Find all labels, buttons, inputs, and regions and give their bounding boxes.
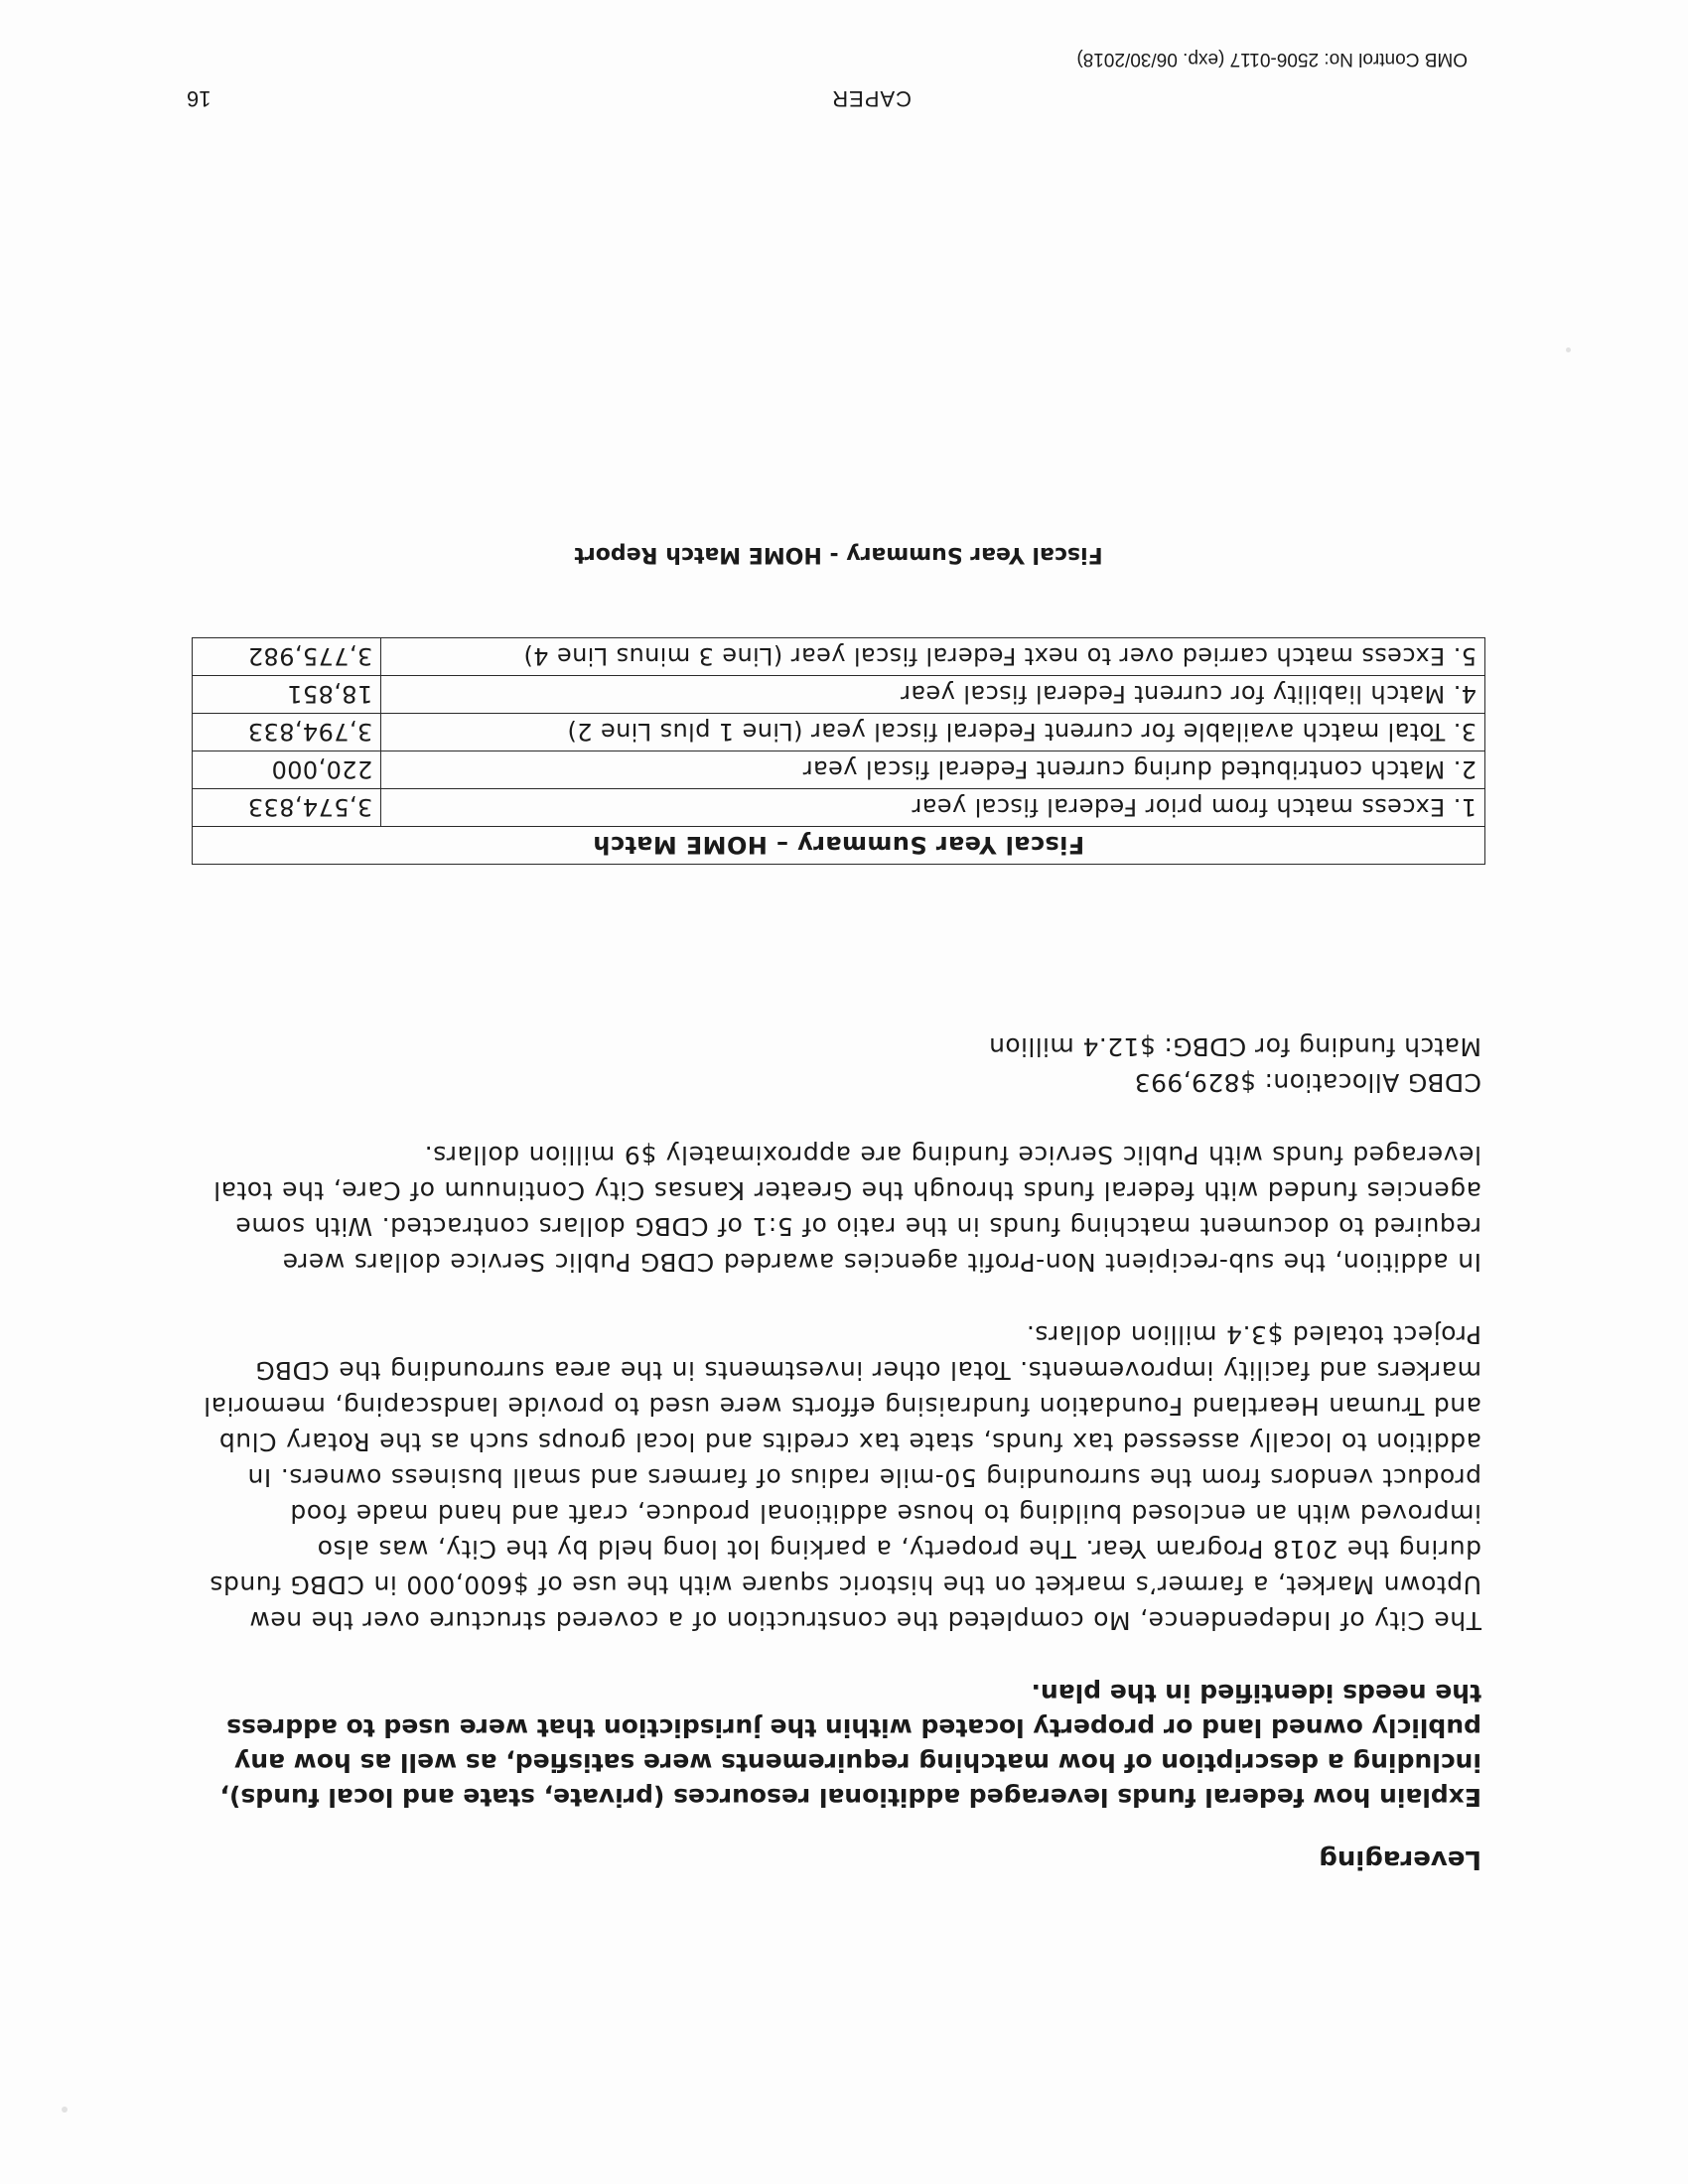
table-row bbox=[193, 676, 1485, 714]
row-value: 3,794,833 bbox=[193, 714, 381, 751]
row-value: 3,775,982 bbox=[193, 638, 381, 676]
row-label: 4. Match liability for current Federal fiscal year bbox=[381, 676, 1485, 714]
table-header-row bbox=[193, 827, 1485, 865]
paragraph-public-service: In addition, the sub-recipient Non-Profit agencies awarded CDBG Public Service dollars were required to document matching funds in the ratio of 5:1 of CDBG dollars contracted. With some agencies funded with federal funds through the Greater Kansas City Continuum of Care, the total leveraged funds with Public Service funding are approximately $9 million dollars. bbox=[212, 1141, 1481, 1277]
home-match-table bbox=[192, 637, 1485, 865]
scan-speck bbox=[62, 2107, 68, 2113]
cdbg-match-funding: Match funding for CDBG: $12.4 million bbox=[988, 1032, 1481, 1061]
row-label: 1. Excess match from prior Federal fiscal year bbox=[381, 789, 1485, 827]
row-value: 18,851 bbox=[193, 676, 381, 714]
row-label: 2. Match contributed during current Federal fiscal year bbox=[381, 751, 1485, 789]
row-value: 3,574,833 bbox=[193, 789, 381, 827]
row-value: 220,000 bbox=[193, 751, 381, 789]
footer-caper-label: CAPER bbox=[831, 86, 912, 111]
table-row bbox=[193, 751, 1485, 789]
table-header: Fiscal Year Summary – HOME Match bbox=[193, 827, 1485, 865]
scan-speck bbox=[1566, 347, 1571, 352]
row-label: 3. Total match available for current Federal fiscal year (Line 1 plus Line 2) bbox=[381, 714, 1485, 751]
table-row bbox=[193, 638, 1485, 676]
row-label: 5. Excess match carried over to next Federal fiscal year (Line 3 minus Line 4) bbox=[381, 638, 1485, 676]
table-row bbox=[193, 789, 1485, 827]
leveraging-section bbox=[191, 1028, 1481, 1876]
table-row bbox=[193, 714, 1485, 751]
table-caption: Fiscal Year Summary - HOME Match Report bbox=[574, 542, 1103, 567]
omb-control-number: OMB Control No: 2506-0117 (exp. 06/30/2018) bbox=[1076, 49, 1468, 69]
paragraph-uptown-market: The City of Independence, Mo completed the construction of a covered structure over the new Uptown Market, a farmer’s market on the historic square with the use of $600,000 in CDBG funds during the 2018 Program Year. The property, a parking lot long held by the City, was also improved with an enclosed building to house additional produce, craft and hand made food product vendors from the surrounding 50-mile radius of farmers and small business owners. In addition to locally assessed tax funds, state tax credits and local groups such as the Rotary Club and Truman Heartland Foundation fundraising efforts were used to provide landscaping, memorial markers and facility improvements. Total other investments in the area surrounding the CDBG Project totaled $3.4 million dollars. bbox=[203, 1320, 1481, 1635]
page-number: 16 bbox=[187, 86, 211, 111]
section-question: Explain how federal funds leveraged additional resources (private, state and local funds), including a description of how matching requirements were satisfied, as well as how any publicly owned land or property located within the jurisdiction that were used to address the needs identified in the plan. bbox=[219, 1679, 1481, 1812]
section-heading: Leveraging bbox=[1319, 1844, 1481, 1874]
cdbg-allocation: CDBG Allocation: $829,993 bbox=[1134, 1068, 1481, 1097]
